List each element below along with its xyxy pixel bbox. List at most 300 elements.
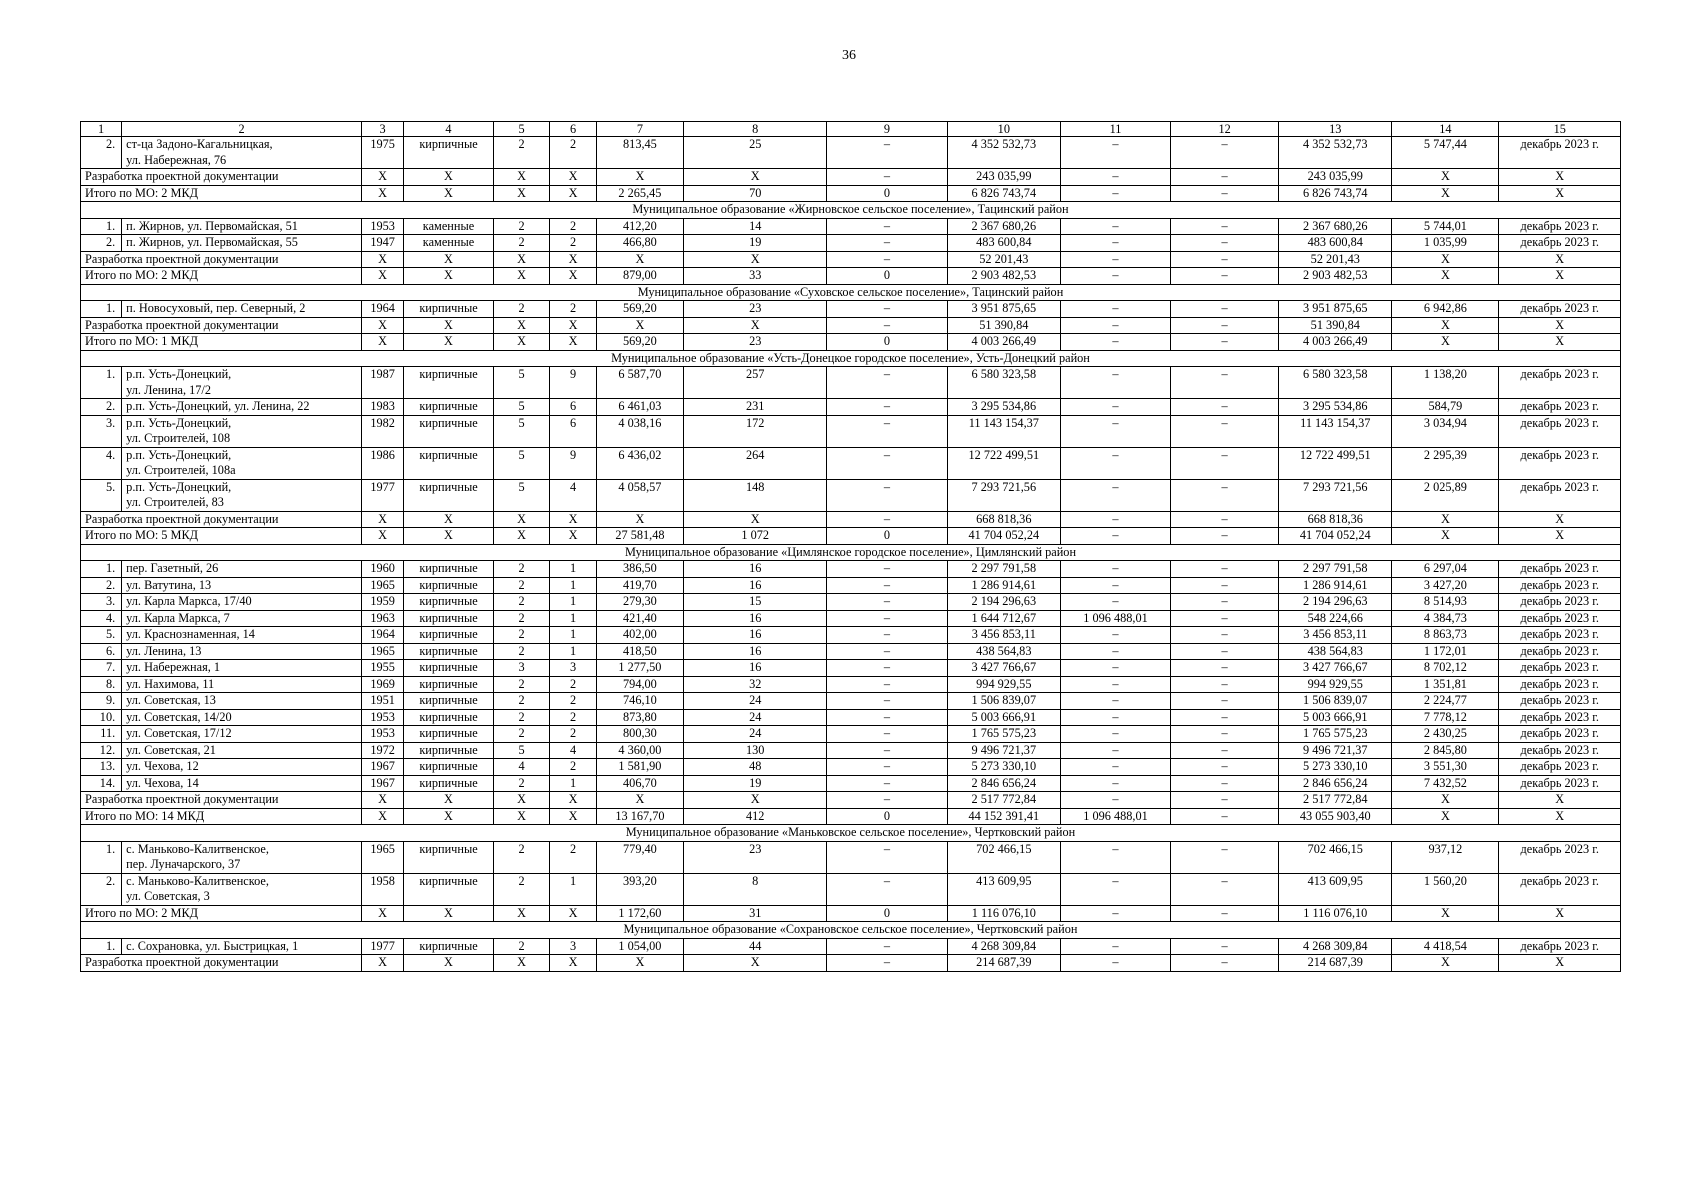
table-cell: 1 [550, 561, 596, 578]
summary-label: Разработка проектной документации [81, 251, 362, 268]
table-row [81, 660, 1621, 677]
row-number: 2. [81, 137, 122, 169]
table-cell: 779,40 [596, 841, 684, 873]
table-cell: 44 [684, 938, 827, 955]
row-number: 1. [81, 301, 122, 318]
table-cell: 48 [684, 759, 827, 776]
table-cell: 2 224,77 [1392, 693, 1499, 710]
table-cell: 1953 [362, 709, 404, 726]
table-cell: 1 [550, 627, 596, 644]
table-cell: – [1060, 169, 1170, 186]
table-cell: декабрь 2023 г. [1499, 561, 1621, 578]
column-header: 4 [404, 122, 494, 137]
table-cell: 794,00 [596, 676, 684, 693]
table-cell: X [404, 317, 494, 334]
table-cell: 1 765 575,23 [947, 726, 1060, 743]
table-cell: 2 517 772,84 [947, 792, 1060, 809]
table-cell: кирпичные [404, 709, 494, 726]
table-cell: декабрь 2023 г. [1499, 577, 1621, 594]
table-cell: кирпичные [404, 643, 494, 660]
table-cell: 2 194 296,63 [1279, 594, 1392, 611]
table-cell: – [827, 726, 947, 743]
row-number: 14. [81, 775, 122, 792]
table-cell: X [550, 317, 596, 334]
table-cell: 3 951 875,65 [947, 301, 1060, 318]
table-cell: 813,45 [596, 137, 684, 169]
table-cell: – [1060, 415, 1170, 447]
table-cell: X [493, 268, 550, 285]
table-cell: – [827, 137, 947, 169]
table-cell: 4 352 532,73 [1279, 137, 1392, 169]
table-cell: 2 025,89 [1392, 479, 1499, 511]
table-cell: X [362, 955, 404, 972]
table-cell: декабрь 2023 г. [1499, 137, 1621, 169]
table-cell: X [493, 251, 550, 268]
table-cell: X [596, 317, 684, 334]
table-cell: 4 [493, 759, 550, 776]
row-number: 12. [81, 742, 122, 759]
table-cell: декабрь 2023 г. [1499, 775, 1621, 792]
table-cell: X [493, 317, 550, 334]
table-cell: X [362, 528, 404, 545]
table-cell: – [1171, 726, 1279, 743]
table-cell: кирпичные [404, 742, 494, 759]
table-cell: X [362, 169, 404, 186]
table-cell: 5 273 330,10 [1279, 759, 1392, 776]
table-cell: 1965 [362, 643, 404, 660]
table-cell: 1 072 [684, 528, 827, 545]
table-cell: декабрь 2023 г. [1499, 218, 1621, 235]
table-row [81, 726, 1621, 743]
table-row [81, 759, 1621, 776]
table-cell: X [1392, 317, 1499, 334]
address-cell: р.п. Усть-Донецкий, ул. Строителей, 83 [122, 479, 362, 511]
column-header: 8 [684, 122, 827, 137]
row-number: 3. [81, 594, 122, 611]
table-cell: 879,00 [596, 268, 684, 285]
table-row [81, 693, 1621, 710]
table-cell: – [1171, 218, 1279, 235]
table-cell: X [684, 511, 827, 528]
table-cell: 2 [493, 643, 550, 660]
summary-row [81, 955, 1621, 972]
table-cell: 569,20 [596, 334, 684, 351]
section-title: Муниципальное образование «Жирновское сельское поселение», Тацинский район [81, 202, 1621, 219]
table-cell: 483 600,84 [1279, 235, 1392, 252]
address-cell: ул. Советская, 17/12 [122, 726, 362, 743]
address-cell: ул. Советская, 14/20 [122, 709, 362, 726]
column-header: 5 [493, 122, 550, 137]
table-cell: 3 427 766,67 [947, 660, 1060, 677]
table-cell: X [404, 808, 494, 825]
column-header: 2 [122, 122, 362, 137]
section-title: Муниципальное образование «Цимлянское городское поселение», Цимлянский район [81, 544, 1621, 561]
row-number: 1. [81, 938, 122, 955]
table-cell: – [1060, 367, 1170, 399]
column-header: 7 [596, 122, 684, 137]
table-cell: – [827, 218, 947, 235]
table-cell: 1 172,60 [596, 905, 684, 922]
table-cell: 14 [684, 218, 827, 235]
table-cell: декабрь 2023 г. [1499, 235, 1621, 252]
table-cell: X [1499, 317, 1621, 334]
table-cell: – [1171, 676, 1279, 693]
table-cell: X [550, 334, 596, 351]
table-cell: X [362, 905, 404, 922]
table-cell: 23 [684, 334, 827, 351]
table-cell: 2 297 791,58 [1279, 561, 1392, 578]
table-cell: 6 587,70 [596, 367, 684, 399]
table-cell: 8 [684, 873, 827, 905]
table-cell: – [827, 709, 947, 726]
table-cell: – [1060, 528, 1170, 545]
table-cell: 4 268 309,84 [1279, 938, 1392, 955]
row-number: 9. [81, 693, 122, 710]
address-cell: ул. Карла Маркса, 7 [122, 610, 362, 627]
table-cell: 19 [684, 235, 827, 252]
table-cell: 4 003 266,49 [947, 334, 1060, 351]
table-cell: 8 514,93 [1392, 594, 1499, 611]
table-cell: 52 201,43 [947, 251, 1060, 268]
table-cell: X [493, 185, 550, 202]
table-cell: 1 035,99 [1392, 235, 1499, 252]
table-cell: X [493, 334, 550, 351]
table-cell: 1965 [362, 841, 404, 873]
column-header: 10 [947, 122, 1060, 137]
table-cell: декабрь 2023 г. [1499, 447, 1621, 479]
row-number: 13. [81, 759, 122, 776]
table-cell: X [493, 792, 550, 809]
table-cell: – [827, 561, 947, 578]
table-cell: – [1060, 693, 1170, 710]
table-cell: X [404, 169, 494, 186]
table-cell: X [596, 955, 684, 972]
table-cell: – [1171, 268, 1279, 285]
table-cell: – [1171, 251, 1279, 268]
table-cell: – [1171, 479, 1279, 511]
table-cell: 1982 [362, 415, 404, 447]
table-cell: 412 [684, 808, 827, 825]
table-cell: 15 [684, 594, 827, 611]
table-cell: 548 224,66 [1279, 610, 1392, 627]
table-cell: 2 [493, 235, 550, 252]
table-cell: X [404, 955, 494, 972]
table-cell: 5 [493, 479, 550, 511]
table-cell: 3 [550, 938, 596, 955]
table-cell: 257 [684, 367, 827, 399]
table-cell: 1 [550, 610, 596, 627]
table-cell: X [1392, 955, 1499, 972]
table-cell: 1 351,81 [1392, 676, 1499, 693]
table-cell: 438 564,83 [1279, 643, 1392, 660]
table-cell: X [550, 268, 596, 285]
table-row [81, 627, 1621, 644]
table-cell: – [827, 627, 947, 644]
table-row [81, 742, 1621, 759]
table-cell: 264 [684, 447, 827, 479]
table-cell: – [1171, 594, 1279, 611]
table-cell: – [1171, 610, 1279, 627]
row-number: 11. [81, 726, 122, 743]
table-cell: 4 [550, 742, 596, 759]
table-cell: 3 [550, 660, 596, 677]
table-row [81, 610, 1621, 627]
table-cell: 4 418,54 [1392, 938, 1499, 955]
table-cell: декабрь 2023 г. [1499, 643, 1621, 660]
row-number: 10. [81, 709, 122, 726]
table-cell: – [827, 676, 947, 693]
row-number: 7. [81, 660, 122, 677]
table-cell: X [493, 905, 550, 922]
table-cell: – [1171, 775, 1279, 792]
table-cell: 1986 [362, 447, 404, 479]
table-cell: декабрь 2023 г. [1499, 627, 1621, 644]
table-cell: 1951 [362, 693, 404, 710]
table-cell: X [404, 528, 494, 545]
section-title: Муниципальное образование «Суховское сельское поселение», Тацинский район [81, 284, 1621, 301]
row-number: 1. [81, 218, 122, 235]
table-row [81, 643, 1621, 660]
summary-row [81, 185, 1621, 202]
address-cell: с. Маньково-Калитвенское, ул. Советская, 3 [122, 873, 362, 905]
table-cell: 994 929,55 [1279, 676, 1392, 693]
table-cell: 4 384,73 [1392, 610, 1499, 627]
table-cell: 19 [684, 775, 827, 792]
table-cell: – [1060, 841, 1170, 873]
row-number: 5. [81, 627, 122, 644]
table-cell: 3 951 875,65 [1279, 301, 1392, 318]
table-cell: X [404, 792, 494, 809]
table-cell: 2 [493, 627, 550, 644]
table-cell: 214 687,39 [1279, 955, 1392, 972]
table-cell: – [1060, 268, 1170, 285]
table-cell: X [404, 268, 494, 285]
table-cell: – [1171, 528, 1279, 545]
table-cell: – [827, 841, 947, 873]
table-cell: 0 [827, 334, 947, 351]
address-cell: пер. Газетный, 26 [122, 561, 362, 578]
table-cell: – [827, 759, 947, 776]
table-cell: – [1171, 693, 1279, 710]
table-cell: X [362, 511, 404, 528]
row-number: 3. [81, 415, 122, 447]
table-cell: 5 747,44 [1392, 137, 1499, 169]
table-cell: X [684, 955, 827, 972]
table-cell: 44 152 391,41 [947, 808, 1060, 825]
table-cell: 2 297 791,58 [947, 561, 1060, 578]
table-cell: – [1060, 742, 1170, 759]
address-cell: ул. Карла Маркса, 17/40 [122, 594, 362, 611]
table-cell: 24 [684, 726, 827, 743]
table-cell: 3 456 853,11 [947, 627, 1060, 644]
table-cell: 2 [550, 709, 596, 726]
table-cell: X [1392, 905, 1499, 922]
table-cell: 172 [684, 415, 827, 447]
table-cell: декабрь 2023 г. [1499, 742, 1621, 759]
table-cell: 702 466,15 [947, 841, 1060, 873]
table-cell: 702 466,15 [1279, 841, 1392, 873]
table-cell: 1 765 575,23 [1279, 726, 1392, 743]
table-cell: 1 172,01 [1392, 643, 1499, 660]
table-cell: – [827, 660, 947, 677]
table-cell: – [1171, 643, 1279, 660]
table-cell: 1 506 839,07 [1279, 693, 1392, 710]
table-cell: 1953 [362, 726, 404, 743]
table-cell: декабрь 2023 г. [1499, 301, 1621, 318]
table-cell: 0 [827, 808, 947, 825]
table-cell: 4 360,00 [596, 742, 684, 759]
table-cell: 148 [684, 479, 827, 511]
table-cell: 1 096 488,01 [1060, 610, 1170, 627]
table-cell: – [1060, 873, 1170, 905]
table-row [81, 709, 1621, 726]
table-cell: 0 [827, 905, 947, 922]
table-cell: X [493, 528, 550, 545]
table-cell: 1967 [362, 759, 404, 776]
table-cell: 419,70 [596, 577, 684, 594]
summary-row [81, 169, 1621, 186]
table-cell: 994 929,55 [947, 676, 1060, 693]
table-cell: 402,00 [596, 627, 684, 644]
table-cell: 6 580 323,58 [947, 367, 1060, 399]
table-cell: – [827, 577, 947, 594]
column-header: 3 [362, 122, 404, 137]
summary-row [81, 528, 1621, 545]
table-cell: – [827, 415, 947, 447]
table-cell: 1960 [362, 561, 404, 578]
table-cell: 1 277,50 [596, 660, 684, 677]
table-cell: 1964 [362, 627, 404, 644]
table-cell: – [1060, 726, 1170, 743]
address-cell: ул. Чехова, 12 [122, 759, 362, 776]
row-number: 2. [81, 399, 122, 416]
table-cell: декабрь 2023 г. [1499, 841, 1621, 873]
table-cell: 6 942,86 [1392, 301, 1499, 318]
table-cell: 4 [550, 479, 596, 511]
table-row [81, 137, 1621, 169]
table-row [81, 676, 1621, 693]
table-row [81, 873, 1621, 905]
table-cell: 2 [493, 938, 550, 955]
table-cell: 2 367 680,26 [1279, 218, 1392, 235]
table-cell: 11 143 154,37 [947, 415, 1060, 447]
table-cell: X [1392, 334, 1499, 351]
table-cell: X [550, 808, 596, 825]
table-cell: кирпичные [404, 577, 494, 594]
table-cell: декабрь 2023 г. [1499, 367, 1621, 399]
table-cell: декабрь 2023 г. [1499, 594, 1621, 611]
table-cell: X [550, 185, 596, 202]
summary-label: Разработка проектной документации [81, 955, 362, 972]
table-cell: X [596, 511, 684, 528]
row-number: 2. [81, 577, 122, 594]
table-cell: X [684, 317, 827, 334]
table-cell: – [1060, 775, 1170, 792]
table-cell: 438 564,83 [947, 643, 1060, 660]
table-cell: кирпичные [404, 676, 494, 693]
table-cell: 413 609,95 [1279, 873, 1392, 905]
table-cell: 16 [684, 577, 827, 594]
table-cell: 584,79 [1392, 399, 1499, 416]
table-cell: 483 600,84 [947, 235, 1060, 252]
table-cell: X [684, 792, 827, 809]
table-cell: 5 [493, 742, 550, 759]
table-cell: кирпичные [404, 726, 494, 743]
table-cell: X [1392, 251, 1499, 268]
table-cell: – [1171, 235, 1279, 252]
table-cell: – [1171, 137, 1279, 169]
summary-row [81, 268, 1621, 285]
table-cell: 2 [493, 561, 550, 578]
table-cell: – [827, 447, 947, 479]
table-cell: 12 722 499,51 [947, 447, 1060, 479]
table-row [81, 561, 1621, 578]
table-cell: 1 [550, 577, 596, 594]
table-cell: – [1171, 169, 1279, 186]
table-cell: – [1060, 577, 1170, 594]
table-cell: 25 [684, 137, 827, 169]
table-cell: 1 096 488,01 [1060, 808, 1170, 825]
table-cell: – [1171, 955, 1279, 972]
table-cell: 3 456 853,11 [1279, 627, 1392, 644]
table-cell: X [550, 528, 596, 545]
table-cell: – [1060, 251, 1170, 268]
table-cell: 1 581,90 [596, 759, 684, 776]
table-cell: – [1171, 334, 1279, 351]
table-cell: 2 [550, 841, 596, 873]
table-cell: кирпичные [404, 479, 494, 511]
table-cell: кирпичные [404, 938, 494, 955]
table-cell: – [1060, 479, 1170, 511]
table-cell: 41 704 052,24 [947, 528, 1060, 545]
table-cell: – [1060, 955, 1170, 972]
table-cell: – [827, 399, 947, 416]
table-cell: 2 [493, 594, 550, 611]
column-header: 14 [1392, 122, 1499, 137]
summary-label: Разработка проектной документации [81, 511, 362, 528]
row-number: 1. [81, 841, 122, 873]
table-cell: – [1171, 577, 1279, 594]
table-cell: X [1499, 905, 1621, 922]
table-cell: 1 [550, 643, 596, 660]
table-cell: кирпичные [404, 841, 494, 873]
table-cell: 3 427,20 [1392, 577, 1499, 594]
summary-label: Разработка проектной документации [81, 317, 362, 334]
table-cell: – [827, 742, 947, 759]
table-cell: 386,50 [596, 561, 684, 578]
table-cell: X [404, 251, 494, 268]
table-cell: – [1060, 561, 1170, 578]
table-cell: кирпичные [404, 447, 494, 479]
table-cell: 1977 [362, 938, 404, 955]
row-number: 8. [81, 676, 122, 693]
table-cell: 668 818,36 [1279, 511, 1392, 528]
table-cell: X [550, 955, 596, 972]
table-cell: 1 [550, 594, 596, 611]
table-cell: X [550, 792, 596, 809]
table-cell: – [1060, 938, 1170, 955]
table-cell: 2 [493, 610, 550, 627]
table-cell: – [1060, 759, 1170, 776]
address-cell: с. Маньково-Калитвенское, пер. Луначарского, 37 [122, 841, 362, 873]
table-cell: 243 035,99 [1279, 169, 1392, 186]
table-cell: 6 826 743,74 [1279, 185, 1392, 202]
section-title: Муниципальное образование «Усть-Донецкое городское поселение», Усть-Донецкий район [81, 350, 1621, 367]
table-cell: кирпичные [404, 301, 494, 318]
table-cell: 2 [493, 709, 550, 726]
table-cell: 27 581,48 [596, 528, 684, 545]
table-cell: 1959 [362, 594, 404, 611]
